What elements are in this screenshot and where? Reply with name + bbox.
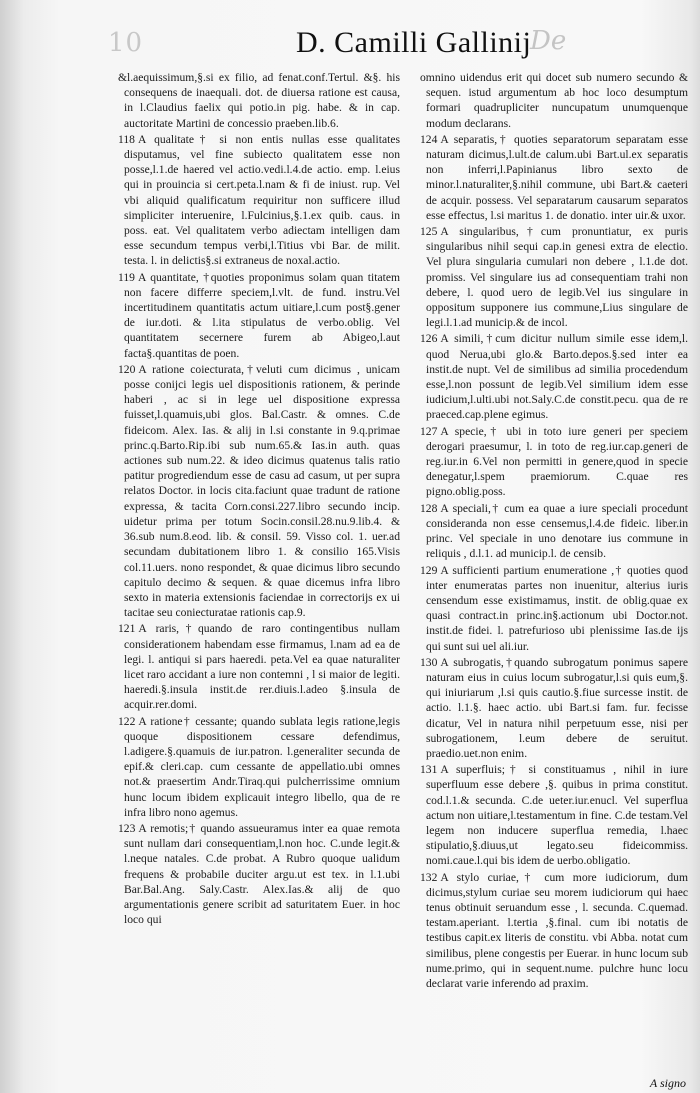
paragraph-text: omnino uidendus erit qui docet sub numero secundo & sequen. istud argumentum ab hoc loco desumptum formari quadrupliciter nuncupatum unumquenque modum declarans.	[420, 71, 688, 130]
text-paragraph	[420, 655, 688, 761]
paragraph-number: 125	[420, 225, 438, 239]
text-paragraph	[420, 563, 688, 654]
paragraph-number: 119	[118, 270, 135, 284]
paragraph-number: 118	[118, 132, 135, 146]
paragraph-number: 126	[420, 332, 438, 346]
text-paragraph	[420, 331, 688, 422]
paragraph-text: A quantitate, †quoties proponimus solam quan titatem non facere differre speciem,l.vlt. de fund. instru.Vel incertitudinem quantitatis actum uitiare,l.cum post§.gener de iur.doti. & l.ita stipulatus de verbo.oblig. Vel quantitatem secernere furem ab Abigeo,l.aut facta§.quantitas de poen.	[124, 270, 400, 360]
text-paragraph	[420, 762, 688, 868]
paragraph-number: 120	[118, 362, 136, 376]
text-paragraph	[420, 501, 688, 562]
paragraph-number: 129	[420, 563, 438, 577]
paragraph-text: A remotis;† quando assueuramus inter ea quae remota sunt nullam dari consequentiam,l.non hoc. C.unde legit.& l.neque natales. C.de probat. A Rubro quoque ualidum frequens & probabile duciter argu.ut est tex. in l.1.ubi Bar.Bal.Ang. Saly.Castr. Alex.Ias.& alij de quo argumentationis genere scribit ad saturitatem Euer. in hoc loco qui	[124, 821, 400, 927]
text-paragraph	[420, 424, 688, 500]
left-column	[118, 70, 400, 928]
paragraph-number: 122	[118, 714, 136, 728]
text-paragraph	[118, 621, 400, 712]
paragraph-number: 130	[420, 655, 438, 669]
facing-page-ghost: De	[530, 26, 567, 56]
paragraph-text: A qualitate† si non entis nullas esse qualitates disputamus, vel fine subiecto qualitatem esse non posse,l.1.de haered vel actio.vedi.l.4.de actio. emp. l.eius qui in prouincia si cert.peta.l.nam & fi de iniust. rup. Vel vbi aliquid qualificatum requiritur non sufficere illud simpliciter interuenire, l.Fulcinius,§.1.ex quib. caus. in poss. eat. Vel qualitatem verbo adiectam intelligen dam esse secundum tempus verbi,l.Titius vbi Bar. de milit. testa. l. in delictis§.si extraneus de noxal.actio.	[124, 132, 400, 268]
text-paragraph	[118, 714, 400, 820]
running-title: D. Camilli Gallinij	[296, 26, 532, 59]
text-paragraph	[420, 224, 688, 330]
paragraph-number: 131	[420, 763, 438, 777]
paragraph-number: 121	[118, 622, 136, 636]
paragraph-text: A ratione† cessante; quando sublata legis ratione,legis quoque dispositionem cessare defendimus, l.adigere.§.quamuis de iur.patron. l.generaliter secunda de epif.& cleri.cap. cum cessante de appellatio.ubi omnes not.& praesertim Andr.Tiraq.qui pulcherrissime omnium hunc locum ibidem explicauit integro libello, qua de re infra libro nono agemus.	[124, 714, 400, 819]
paragraph-text: A ratione coiecturata,†veluti cum dicimus , unicam posse conijci legis uel dispositionis rationem, & perinde haberi , ac si in lege uel dispositione expressa fuisset,l.quamuis,ubi glos. Bal.Castr. & omnes. C.de fideicom. Alex. Ias. & alij in l.si constante in 9.q.primae princ.q.Barto.Rip.ibi sub num.65.& Ias.in auth. quas actiones sub num.22. & ideo dicimus quatenus talis ratio patitur progrediendum esse de casu ad casum, ut per supra relatos Doctor. in locis cita.faciunt quae tradunt de ratione expressa, & tacita Corn.consi.227.libro secundo incip. uidetur prima per totum Socin.consil.28.nu.9.lib.4. & 36.sub num.8.eod. lib. & consil. 59. Visso col. 1. uer.ad secundam dubitationem libro 1. & consilio 165.Visis col.11.uers. nono respondet, & quae dicimus libro secundo capitulo decimo & sequen. & quae dicemus infra libro sexto in materia extensionis faciendae in correctorijs ex ui tacitae seu coniecturatae rationis cap.9.	[124, 362, 400, 620]
paragraph-text: A subrogatis,†quando subrogatum ponimus sapere naturam eius in cuius locum subrogatur,l.si quis eum,§. qui iniuriarum ,l.si quis cautio.§.fiue surcesse instit. de actio. l.1.§. haec actio. ubi Bart.si fam. fur. fecisse dicatur, Vel in natura nihil perpetuum esse, nisi per subrogationem, l.eum debere de seruitut. praedio.uet.non enim.	[426, 655, 688, 760]
paragraph-text: A stylo curiae,† cum more iudiciorum, dum dicimus,stylum curiae seu morem iudiciorum qui haec tenus obtinuit seruandum esse , l. secunda. C.quemad. testam.aperiant. l.tertia ,§.final. cum ibi notatis de testibus capit.ex literis de constitu. vbi Abba. notat cum similibus, plene congestis per Euerar. in hunc locum sub nume.primo, qui in sequent.nume. pulchre hunc locu declarat varie inferendo ad praxim.	[426, 870, 688, 990]
text-paragraph	[118, 270, 400, 361]
text-paragraph	[420, 870, 688, 992]
paragraph-text: A sufficienti partium enumeratione ,† quoties quod inter enumeratas partes non inuenitur, alterius iuris censendum esse existimamus, instit. de oblig.quae ex quasi contract.in princ.in§.actionum ubi Doctor.not. instit.de fidei. l. patrefurioso ubi plenissime Ias.de ijs qui sunt sui uel ali.iur.	[426, 563, 688, 653]
paragraph-number: 124	[420, 132, 438, 146]
text-paragraph	[420, 70, 688, 131]
paragraph-text: A specie,† ubi in toto iure generi per speciem derogari praesumur, l. in toto de reg.iur.cap.generi de reg.iur.in 6.Vel non permitti in genere,quod in specie denegatur,l.spem praemiorum. C.quae res pigno.oblig.poss.	[426, 424, 688, 499]
paragraph-text: A speciali,† cum ea quae a iure speciali procedunt consideranda non esse censemus,l.4.de fideic. liber.in princ. Vel speciale in uno denotare ius commune in reliquis , d.l.1. ad municip.l. de censib.	[426, 501, 688, 561]
text-paragraph	[118, 821, 400, 927]
paragraph-number: 123	[118, 821, 136, 835]
catchword: A signo	[649, 1076, 686, 1090]
right-column	[420, 70, 688, 992]
text-paragraph	[118, 362, 400, 620]
text-paragraph	[118, 70, 400, 131]
paragraph-number: 127	[420, 424, 438, 438]
paragraph-text: A raris,†quando de raro contingentibus nullam considerationem habendam esse firmamus, l.nam ad ea de legi. l. antiqui si pars haeredi. peta.Vel ea quae naturaliter licet raro accidant a iure non contemni , l si maior de legiti. haeredi.§.insula instit.de rer.diuis.l.adeo §.insula de acquir.rer.domi.	[124, 622, 400, 712]
paragraph-text: A separatis,† quoties separatorum separatam esse naturam dicimus,l.ult.de calum.ubi Bart.ul.ex separatis non inferri,l.Papinianus libro sexto de minor.l.naturaliter,§.nihil commune, ubi Bart.& caeteri de acquir. possess. Vel separatarum causarum separatos esse effectus, l.si maritus 1. de donatio. inter uir.& uxor.	[426, 132, 688, 222]
page-number-ghost: 10	[108, 28, 144, 58]
paragraph-number: 128	[420, 501, 438, 515]
paragraph-text: &l.aequissimum,§.si ex filio, ad fenat.conf.Tertul. &§. his consequens de inaequali. dot. de diuersa ratione est causa, in l.Claudius faelix qui potio.in pig. habe. & in cap. auctoritate Martini de concessio praeben.lib.6.	[118, 71, 400, 130]
text-paragraph	[420, 132, 688, 223]
text-paragraph	[118, 132, 400, 269]
paragraph-text: A superfluis;† si constituamus , nihil in iure superfluum esse debere ,§. quibus in prima constitut. cod.l.1.& secunda. C.de ueter.iur.enucl. Vel superflua actum non uitiare,l.testamentum in fine. C.de testam.Vel legem non inducere superflua remedia, l.haec stipulatio,§.diuus,ut legato.seu fideicommiss. nomi.caue.l.qui bis idem de uerbo.obligatio.	[426, 763, 688, 868]
paragraph-text: A simili,†cum dicitur nullum simile esse idem,l. quod Nerua,ubi glo.& Barto.depos.§.sed inter ea instit.de nupt. Vel de similibus ad similia procedendum esse,l.non possunt de legib.Vel similium idem esse iudicium,l.ulti.ubi not.Saly.C.de constit.pecu. qua de re praeced.cap.plene egimus.	[426, 332, 688, 422]
paragraph-text: A singularibus,†cum pronuntiatur, ex puris singularibus nihil sequi cap.in genesi extra de electio. Vel plura singularia cumulari non debere , l.1.de dot. promiss. Vel singulare ius ad consequentiam trahi non debere, l. quod uero de legib.Vel ius singulare in oppositum supponere ius commune,Lius singulare de legi.l.1.ad municip.& de incol.	[426, 225, 688, 330]
paragraph-number: 132	[420, 870, 438, 884]
